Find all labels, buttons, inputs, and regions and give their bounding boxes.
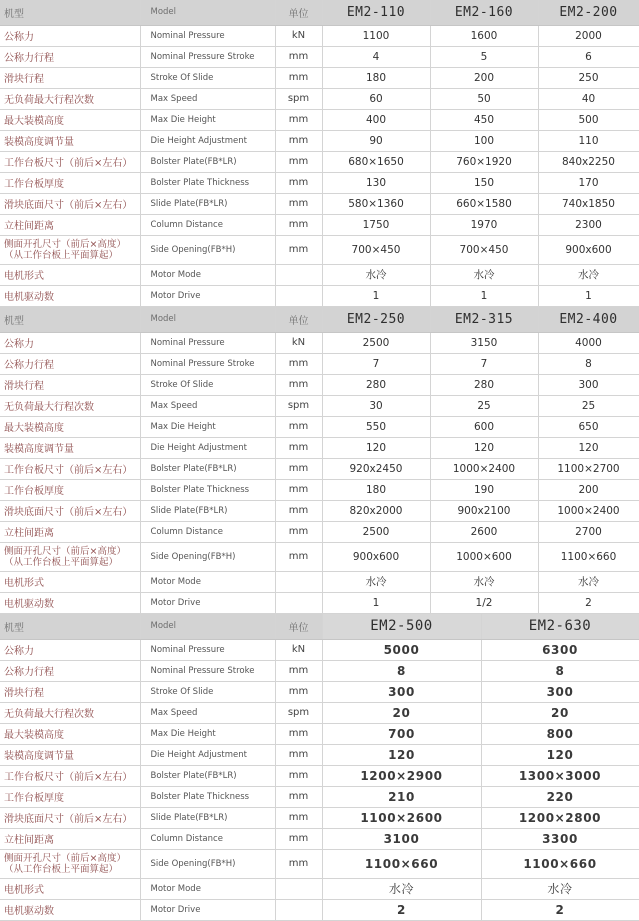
param-name-en: Max Speed <box>140 702 275 723</box>
spec-value: 660×1580 <box>430 193 538 214</box>
spec-value: 700×450 <box>430 235 538 264</box>
param-name-en: Side Opening(FB*H) <box>140 542 275 571</box>
param-unit: mm <box>275 786 322 807</box>
param-name-cn: 无负荷最大行程次数 <box>0 702 140 723</box>
param-name-cn: 工作台板厚度 <box>0 479 140 500</box>
spec-value: 7 <box>430 353 538 374</box>
spec-value: 1000×600 <box>430 542 538 571</box>
param-unit: mm <box>275 214 322 235</box>
table-row <box>0 639 639 660</box>
param-name-en: Motor Mode <box>140 571 275 592</box>
spec-value: 2 <box>322 899 481 920</box>
param-name-cn: 电机形式 <box>0 571 140 592</box>
param-name-en: Nominal Pressure Stroke <box>140 660 275 681</box>
spec-value: 900x600 <box>322 542 430 571</box>
param-unit: mm <box>275 681 322 702</box>
spec-value: 280 <box>430 374 538 395</box>
table-row <box>0 702 639 723</box>
spec-value: 水冷 <box>322 264 430 285</box>
param-name-en: Max Die Height <box>140 723 275 744</box>
param-name-cn: 侧面开孔尺寸（前后×高度）（从工作台板上平面算起） <box>0 235 140 264</box>
param-unit: mm <box>275 193 322 214</box>
param-name-cn: 公称力行程 <box>0 46 140 67</box>
spec-table-em2-500-630 <box>0 614 639 921</box>
spec-value: 2700 <box>538 521 639 542</box>
param-unit <box>275 285 322 306</box>
param-unit: mm <box>275 500 322 521</box>
table-row <box>0 374 639 395</box>
param-name-en: Bolster Plate(FB*LR) <box>140 765 275 786</box>
param-name-en: Die Height Adjustment <box>140 437 275 458</box>
table-row <box>0 849 639 878</box>
model-name: EM2-250 <box>322 307 430 332</box>
table-row <box>0 130 639 151</box>
model-name: EM2-200 <box>538 0 639 25</box>
spec-value: 5 <box>430 46 538 67</box>
param-name-cn: 最大装模高度 <box>0 723 140 744</box>
table-row <box>0 214 639 235</box>
param-name-en: Column Distance <box>140 828 275 849</box>
param-name-en: Nominal Pressure <box>140 639 275 660</box>
param-name-cn: 装模高度调节量 <box>0 744 140 765</box>
param-name-en: Slide Plate(FB*LR) <box>140 500 275 521</box>
param-name-en: Max Die Height <box>140 416 275 437</box>
spec-value: 300 <box>322 681 481 702</box>
spec-value: 250 <box>538 67 639 88</box>
table-row <box>0 458 639 479</box>
spec-value: 8 <box>481 660 639 681</box>
spec-value: 2300 <box>538 214 639 235</box>
param-name-en: Motor Drive <box>140 899 275 920</box>
table-row <box>0 542 639 571</box>
spec-value: 90 <box>322 130 430 151</box>
table-row <box>0 571 639 592</box>
spec-value: 水冷 <box>538 264 639 285</box>
header-model-en: Model <box>140 0 275 25</box>
param-unit: mm <box>275 807 322 828</box>
table-header-row <box>0 307 639 332</box>
spec-value: 1 <box>430 285 538 306</box>
param-unit: mm <box>275 46 322 67</box>
spec-value: 2600 <box>430 521 538 542</box>
spec-value: 600 <box>430 416 538 437</box>
spec-value: 700 <box>322 723 481 744</box>
param-name-cn: 最大装模高度 <box>0 416 140 437</box>
spec-value: 8 <box>538 353 639 374</box>
spec-value: 700×450 <box>322 235 430 264</box>
table-row <box>0 744 639 765</box>
spec-value: 水冷 <box>538 571 639 592</box>
spec-value: 150 <box>430 172 538 193</box>
header-model-cn: 机型 <box>0 614 140 639</box>
spec-value: 3100 <box>322 828 481 849</box>
param-unit: mm <box>275 521 322 542</box>
spec-value: 7 <box>322 353 430 374</box>
param-name-en: Motor Mode <box>140 264 275 285</box>
spec-value: 170 <box>538 172 639 193</box>
param-name-cn: 电机驱动数 <box>0 899 140 920</box>
spec-value: 5000 <box>322 639 481 660</box>
header-unit: 单位 <box>275 0 322 25</box>
spec-value: 6300 <box>481 639 639 660</box>
spec-value: 300 <box>481 681 639 702</box>
spec-value: 1 <box>322 592 430 613</box>
table-row <box>0 193 639 214</box>
param-name-en: Column Distance <box>140 521 275 542</box>
param-unit <box>275 264 322 285</box>
spec-value: 1100×2700 <box>538 458 639 479</box>
spec-value: 8 <box>322 660 481 681</box>
spec-value: 180 <box>322 67 430 88</box>
spec-value: 1200×2800 <box>481 807 639 828</box>
spec-table-em2-250-400 <box>0 307 639 614</box>
param-name-en: Side Opening(FB*H) <box>140 235 275 264</box>
param-unit: mm <box>275 828 322 849</box>
param-unit: mm <box>275 849 322 878</box>
table-row <box>0 592 639 613</box>
param-name-en: Die Height Adjustment <box>140 130 275 151</box>
spec-value: 6 <box>538 46 639 67</box>
param-name-en: Nominal Pressure Stroke <box>140 46 275 67</box>
table-row <box>0 46 639 67</box>
param-name-cn: 公称力 <box>0 332 140 353</box>
spec-value: 2500 <box>322 521 430 542</box>
spec-value: 1750 <box>322 214 430 235</box>
spec-value: 2500 <box>322 332 430 353</box>
param-name-cn: 滑块行程 <box>0 67 140 88</box>
param-unit: mm <box>275 479 322 500</box>
spec-value: 50 <box>430 88 538 109</box>
spec-value: 120 <box>481 744 639 765</box>
model-name: EM2-315 <box>430 307 538 332</box>
param-name-cn: 工作台板厚度 <box>0 172 140 193</box>
spec-value: 25 <box>538 395 639 416</box>
param-name-cn: 电机驱动数 <box>0 592 140 613</box>
param-name-cn: 装模高度调节量 <box>0 437 140 458</box>
param-name-en: Stroke Of Slide <box>140 681 275 702</box>
spec-value: 4 <box>322 46 430 67</box>
table-row <box>0 500 639 521</box>
table-row <box>0 67 639 88</box>
param-unit: mm <box>275 130 322 151</box>
model-name: EM2-400 <box>538 307 639 332</box>
param-unit: kN <box>275 332 322 353</box>
table-row <box>0 353 639 374</box>
table-row <box>0 285 639 306</box>
header-model-en: Model <box>140 307 275 332</box>
param-unit: mm <box>275 416 322 437</box>
spec-value: 400 <box>322 109 430 130</box>
param-unit: spm <box>275 88 322 109</box>
param-unit: mm <box>275 542 322 571</box>
spec-value: 100 <box>430 130 538 151</box>
param-name-cn: 立柱间距离 <box>0 521 140 542</box>
spec-value: 1000×2400 <box>538 500 639 521</box>
table-header-row <box>0 0 639 25</box>
spec-value: 水冷 <box>322 571 430 592</box>
spec-value: 920x2450 <box>322 458 430 479</box>
table-row <box>0 479 639 500</box>
spec-value: 1100×660 <box>538 542 639 571</box>
table-row <box>0 416 639 437</box>
param-unit: spm <box>275 702 322 723</box>
spec-value: 820x2000 <box>322 500 430 521</box>
table-row <box>0 828 639 849</box>
spec-value: 1 <box>538 285 639 306</box>
param-name-en: Max Speed <box>140 88 275 109</box>
spec-value: 水冷 <box>322 878 481 899</box>
param-unit <box>275 571 322 592</box>
spec-value: 水冷 <box>481 878 639 899</box>
table-row <box>0 681 639 702</box>
spec-value: 1 <box>322 285 430 306</box>
param-name-en: Column Distance <box>140 214 275 235</box>
spec-value: 120 <box>322 437 430 458</box>
param-name-cn: 滑块底面尺寸（前后×左右） <box>0 500 140 521</box>
table-row <box>0 172 639 193</box>
spec-value: 1600 <box>430 25 538 46</box>
param-name-cn: 无负荷最大行程次数 <box>0 395 140 416</box>
param-unit: spm <box>275 395 322 416</box>
param-name-en: Max Die Height <box>140 109 275 130</box>
param-name-cn: 公称力行程 <box>0 353 140 374</box>
header-model-cn: 机型 <box>0 0 140 25</box>
param-name-en: Bolster Plate(FB*LR) <box>140 151 275 172</box>
spec-value: 120 <box>430 437 538 458</box>
spec-value: 800 <box>481 723 639 744</box>
spec-value: 20 <box>481 702 639 723</box>
param-unit: mm <box>275 723 322 744</box>
spec-value: 2 <box>538 592 639 613</box>
spec-value: 130 <box>322 172 430 193</box>
spec-value: 20 <box>322 702 481 723</box>
spec-value: 60 <box>322 88 430 109</box>
param-name-en: Motor Drive <box>140 285 275 306</box>
table-row <box>0 899 639 920</box>
param-unit: mm <box>275 374 322 395</box>
param-unit: mm <box>275 353 322 374</box>
spec-value: 900x2100 <box>430 500 538 521</box>
spec-value: 1970 <box>430 214 538 235</box>
param-name-en: Stroke Of Slide <box>140 374 275 395</box>
param-unit: mm <box>275 67 322 88</box>
param-unit: kN <box>275 639 322 660</box>
param-name-cn: 无负荷最大行程次数 <box>0 88 140 109</box>
table-row <box>0 765 639 786</box>
param-name-en: Die Height Adjustment <box>140 744 275 765</box>
param-name-cn: 滑块底面尺寸（前后×左右） <box>0 807 140 828</box>
param-name-en: Stroke Of Slide <box>140 67 275 88</box>
table-row <box>0 264 639 285</box>
param-name-en: Slide Plate(FB*LR) <box>140 193 275 214</box>
model-name: EM2-160 <box>430 0 538 25</box>
table-row <box>0 723 639 744</box>
spec-value: 680×1650 <box>322 151 430 172</box>
param-name-cn: 工作台板尺寸（前后×左右） <box>0 458 140 479</box>
param-unit: mm <box>275 109 322 130</box>
table-row <box>0 332 639 353</box>
table-row <box>0 660 639 681</box>
spec-value: 210 <box>322 786 481 807</box>
param-name-cn: 工作台板尺寸（前后×左右） <box>0 151 140 172</box>
spec-value: 280 <box>322 374 430 395</box>
header-model-cn: 机型 <box>0 307 140 332</box>
spec-value: 1100 <box>322 25 430 46</box>
spec-value: 1100×660 <box>322 849 481 878</box>
spec-value: 1000×2400 <box>430 458 538 479</box>
param-name-en: Motor Drive <box>140 592 275 613</box>
table-row <box>0 878 639 899</box>
param-name-cn: 装模高度调节量 <box>0 130 140 151</box>
spec-value: 740x1850 <box>538 193 639 214</box>
param-unit: mm <box>275 235 322 264</box>
param-name-cn: 电机形式 <box>0 878 140 899</box>
spec-value: 550 <box>322 416 430 437</box>
header-model-en: Model <box>140 614 275 639</box>
param-name-en: Max Speed <box>140 395 275 416</box>
spec-value: 300 <box>538 374 639 395</box>
param-unit: mm <box>275 172 322 193</box>
spec-value: 40 <box>538 88 639 109</box>
spec-value: 110 <box>538 130 639 151</box>
spec-value: 450 <box>430 109 538 130</box>
spec-value: 1100×660 <box>481 849 639 878</box>
spec-value: 25 <box>430 395 538 416</box>
param-name-cn: 公称力行程 <box>0 660 140 681</box>
spec-value: 120 <box>538 437 639 458</box>
param-name-cn: 最大装模高度 <box>0 109 140 130</box>
spec-value: 900x600 <box>538 235 639 264</box>
spec-value: 1/2 <box>430 592 538 613</box>
header-unit: 单位 <box>275 307 322 332</box>
table-header-row <box>0 614 639 639</box>
param-name-cn: 电机驱动数 <box>0 285 140 306</box>
param-name-cn: 电机形式 <box>0 264 140 285</box>
spec-value: 3300 <box>481 828 639 849</box>
spec-value: 650 <box>538 416 639 437</box>
param-name-en: Side Opening(FB*H) <box>140 849 275 878</box>
param-unit <box>275 592 322 613</box>
param-unit: mm <box>275 765 322 786</box>
param-name-en: Bolster Plate(FB*LR) <box>140 458 275 479</box>
param-name-en: Motor Mode <box>140 878 275 899</box>
param-name-cn: 公称力 <box>0 25 140 46</box>
param-unit <box>275 899 322 920</box>
model-name: EM2-500 <box>322 614 481 639</box>
spec-value: 1100×2600 <box>322 807 481 828</box>
param-name-en: Slide Plate(FB*LR) <box>140 807 275 828</box>
spec-value: 30 <box>322 395 430 416</box>
table-row <box>0 88 639 109</box>
table-row <box>0 109 639 130</box>
param-unit: mm <box>275 151 322 172</box>
spec-value: 180 <box>322 479 430 500</box>
spec-value: 190 <box>430 479 538 500</box>
param-name-cn: 侧面开孔尺寸（前后×高度）（从工作台板上平面算起） <box>0 849 140 878</box>
param-name-en: Bolster Plate Thickness <box>140 172 275 193</box>
param-name-cn: 立柱间距离 <box>0 828 140 849</box>
model-name: EM2-110 <box>322 0 430 25</box>
spec-value: 760×1920 <box>430 151 538 172</box>
model-name: EM2-630 <box>481 614 639 639</box>
param-name-cn: 工作台板尺寸（前后×左右） <box>0 765 140 786</box>
spec-value: 1300×3000 <box>481 765 639 786</box>
spec-value: 2000 <box>538 25 639 46</box>
param-name-en: Nominal Pressure Stroke <box>140 353 275 374</box>
table-row <box>0 235 639 264</box>
table-row <box>0 521 639 542</box>
spec-value: 2 <box>481 899 639 920</box>
spec-value: 220 <box>481 786 639 807</box>
table-row <box>0 786 639 807</box>
spec-value: 4000 <box>538 332 639 353</box>
param-name-cn: 工作台板厚度 <box>0 786 140 807</box>
param-name-en: Bolster Plate Thickness <box>140 479 275 500</box>
spec-value: 840x2250 <box>538 151 639 172</box>
param-name-en: Nominal Pressure <box>140 25 275 46</box>
param-unit: mm <box>275 744 322 765</box>
param-name-en: Nominal Pressure <box>140 332 275 353</box>
spec-value: 3150 <box>430 332 538 353</box>
param-unit: mm <box>275 458 322 479</box>
spec-value: 580×1360 <box>322 193 430 214</box>
param-name-cn: 侧面开孔尺寸（前后×高度）（从工作台板上平面算起） <box>0 542 140 571</box>
param-unit: kN <box>275 25 322 46</box>
spec-value: 120 <box>322 744 481 765</box>
param-name-cn: 立柱间距离 <box>0 214 140 235</box>
spec-value: 1200×2900 <box>322 765 481 786</box>
param-unit: mm <box>275 660 322 681</box>
param-name-en: Bolster Plate Thickness <box>140 786 275 807</box>
spec-value: 500 <box>538 109 639 130</box>
spec-value: 水冷 <box>430 264 538 285</box>
param-name-cn: 滑块行程 <box>0 374 140 395</box>
param-unit <box>275 878 322 899</box>
table-row <box>0 807 639 828</box>
header-unit: 单位 <box>275 614 322 639</box>
spec-value: 200 <box>538 479 639 500</box>
table-row <box>0 25 639 46</box>
param-unit: mm <box>275 437 322 458</box>
table-row <box>0 437 639 458</box>
table-row <box>0 395 639 416</box>
spec-table-em2-110-200 <box>0 0 639 307</box>
param-name-cn: 公称力 <box>0 639 140 660</box>
param-name-cn: 滑块行程 <box>0 681 140 702</box>
table-row <box>0 151 639 172</box>
spec-value: 水冷 <box>430 571 538 592</box>
spec-value: 200 <box>430 67 538 88</box>
param-name-cn: 滑块底面尺寸（前后×左右） <box>0 193 140 214</box>
